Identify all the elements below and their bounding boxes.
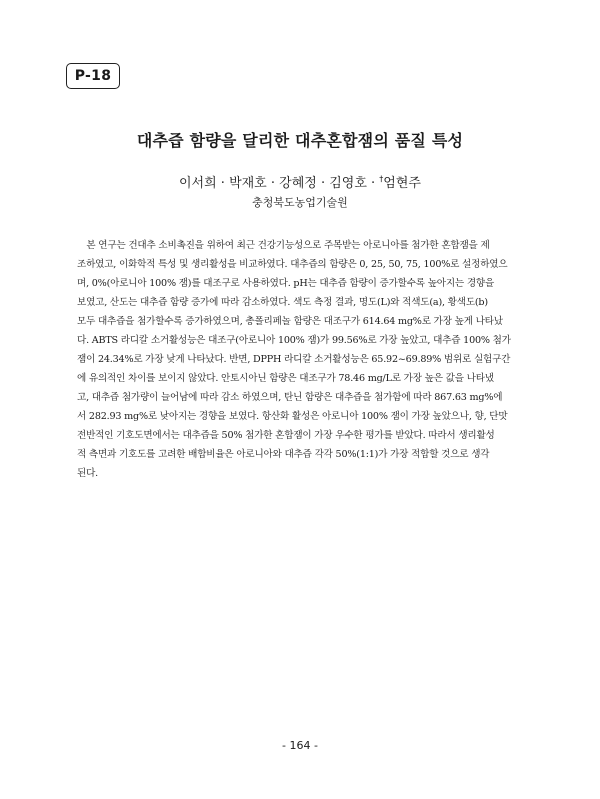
abstract-line: 잼이 24.34%로 가장 낮게 나타났다. 반면, DPPH 라디칼 소거활성능은 65.92~69.89% 범위로 실험구간 xyxy=(77,354,511,365)
page-number: - 164 - xyxy=(282,739,318,752)
author-list xyxy=(0,172,600,191)
abstract-body xyxy=(77,236,529,483)
paper-title: 대추즙 함량을 달리한 대추혼합잼의 품질 특성 xyxy=(136,131,464,150)
abstract-line: 조하였고, 이화학적 특성 및 생리활성을 비교하였다. 대추즙의 함량은 0, 25, 50, 75, 100%로 설정하였으 xyxy=(77,259,508,270)
abstract-line: 보였고, 산도는 대추즙 함량 증가에 따라 감소하였다. 색도 측정 결과, 명도(L)와 적색도(a), 황색도(b) xyxy=(77,297,488,308)
abstract-line: 며, 0%(아로니아 100% 잼)를 대조구로 사용하였다. pH는 대추즙 함량이 증가할수록 높아지는 경향을 xyxy=(77,278,495,289)
abstract-line: 된다. xyxy=(77,468,98,479)
author-names: 이서희 · 박재호 · 강혜정 · 김영호 · xyxy=(179,176,380,191)
abstract-line: 모두 대추즙을 첨가할수록 증가하였으며, 총폴리페놀 함량은 대조구가 614.64 mg%로 가장 높게 나타났 xyxy=(77,316,503,327)
abstract-line: 고, 대추즙 첨가량이 늘어남에 따라 감소 하였으며, 탄닌 함량은 대추즙을 첨가함에 따라 867.63 mg%에 xyxy=(77,392,503,403)
abstract-line: 본 연구는 건대추 소비촉진을 위하여 최근 건강기능성으로 주목받는 아로니아를 첨가한 혼합잼을 제 xyxy=(77,240,490,251)
corresponding-author-name: 엄현주 xyxy=(383,176,421,191)
abstract-line: 전반적인 기호도면에서는 대추즙을 50% 첨가한 혼합잼이 가장 우수한 평가를 받았다. 따라서 생리활성 xyxy=(77,430,495,441)
abstract-line: 다. ABTS 라디칼 소거활성능은 대조구(아로니아 100% 잼)가 99.56%로 가장 높았고, 대추즙 100% 첨가 xyxy=(77,335,511,346)
abstract-line: 서 282.93 mg%로 낮아지는 경향을 보였다. 항산화 활성은 아로니아 100% 잼이 가장 높았으나, 향, 단맛 xyxy=(77,411,508,422)
corresponding-author-mark: † xyxy=(379,174,384,184)
affiliation: 충청북도농업기술원 xyxy=(252,196,348,209)
abstract-line: 에 유의적인 차이를 보이지 않았다. 안토시아닌 함량은 대조구가 78.46 mg/L로 가장 높은 값을 나타냈 xyxy=(77,373,494,384)
abstract-line: 적 측면과 기호도를 고려한 배합비율은 아로니아와 대추즙 각각 50%(1:1)가 가장 적합할 것으로 생각 xyxy=(77,449,490,460)
poster-number-badge: P-18 xyxy=(66,63,120,89)
